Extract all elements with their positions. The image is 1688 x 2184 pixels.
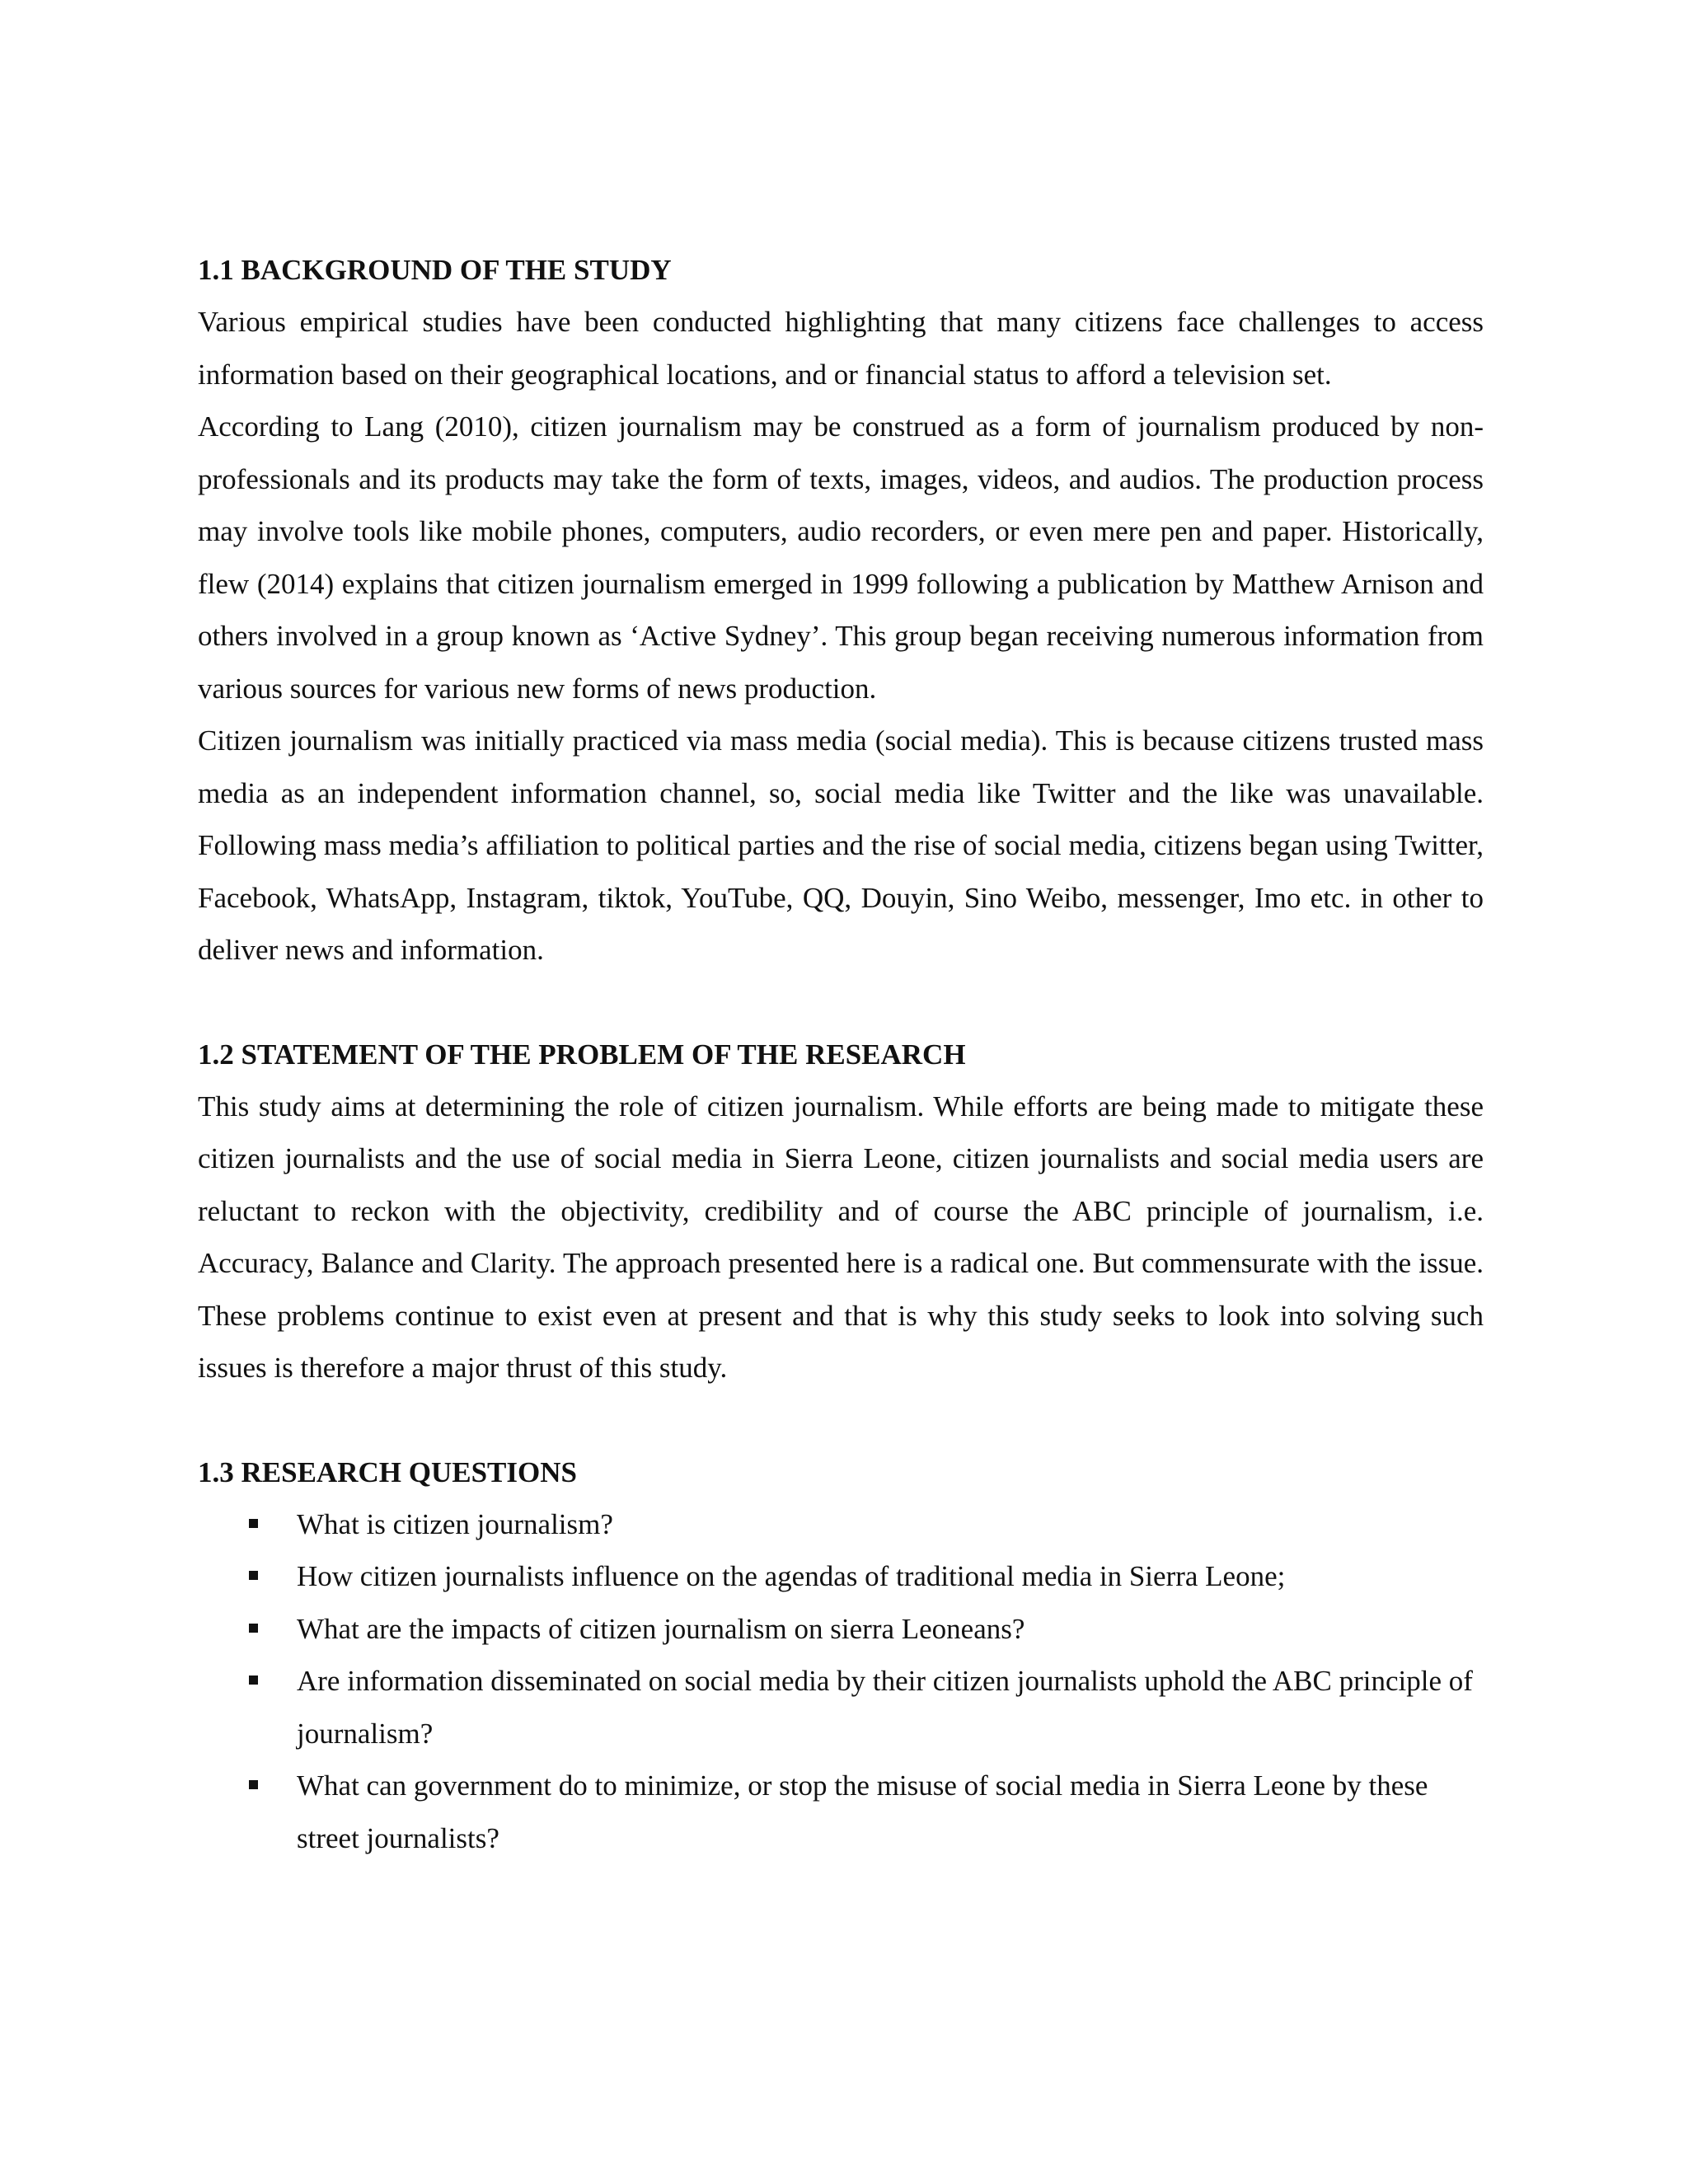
- section-research-questions: [198, 1446, 1484, 1865]
- section-gap: [198, 1394, 1484, 1446]
- paragraph: This study aims at determining the role of citizen journalism. While efforts are being made to mitigate these citizen journalists and the use of social media in Sierra Leone, citizen journalists and social media users are reluctant to reckon with the objectivity, credibility and of course the ABC principle of journalism, i.e. Accuracy, Balance and Clarity. The approach presented here is a radical one. But commensurate with the issue. These problems continue to exist even at present and that is why this study seeks to look into solving such issues is therefore a major thrust of this study.: [198, 1090, 1484, 1384]
- section-heading: 1.2 STATEMENT OF THE PROBLEM OF THE RESEARCH: [198, 1038, 966, 1071]
- square-bullet-icon: [249, 1780, 258, 1789]
- list-item: [198, 1498, 1484, 1551]
- square-bullet-icon: [249, 1571, 258, 1580]
- paragraph: Citizen journalism was initially practiced via mass media (social media). This is because citizens trusted mass media as an independent information channel, so, social media like Twitter and the like was unavailable. Following mass media’s affiliation to political parties and the rise of social media, citizens began using Twitter, Facebook, WhatsApp, Instagram, tiktok, YouTube, QQ, Douyin, Sino Weibo, messenger, Imo etc. in other to deliver news and information.: [198, 724, 1484, 966]
- list-item-text: What is citizen journalism?: [297, 1507, 613, 1540]
- list-item: [198, 1603, 1484, 1656]
- section-heading: 1.1 BACKGROUND OF THE STUDY: [198, 254, 672, 286]
- list-item: [198, 1760, 1484, 1864]
- section-background: [198, 244, 1484, 977]
- research-questions-list: [198, 1498, 1484, 1865]
- square-bullet-icon: [249, 1519, 258, 1528]
- paragraph: According to Lang (2010), citizen journalism may be construed as a form of journalism produced by non-professionals and its products may take the form of texts, images, videos, and audios. The production process may involve tools like mobile phones, computers, audio recorders, or even mere pen and paper. Historically, flew (2014) explains that citizen journalism emerged in 1999 following a publication by Matthew Arnison and others involved in a group known as ‘Active Sydney’. This group began receiving numerous information from various sources for various new forms of news production.: [198, 410, 1484, 705]
- section-gap: [198, 977, 1484, 1029]
- list-item: [198, 1655, 1484, 1760]
- list-item: [198, 1550, 1484, 1603]
- list-item-text: Are information disseminated on social media by their citizen journalists uphold the ABC principle of journalism?: [297, 1665, 1473, 1750]
- list-item-text: What are the impacts of citizen journalism on sierra Leoneans?: [297, 1612, 1025, 1645]
- section-problem-statement: [198, 1029, 1484, 1394]
- document-page: [198, 244, 1484, 1864]
- section-heading: 1.3 RESEARCH QUESTIONS: [198, 1455, 577, 1488]
- square-bullet-icon: [249, 1624, 258, 1633]
- list-item-text: What can government do to minimize, or stop the misuse of social media in Sierra Leone by these street journalists?: [297, 1769, 1428, 1854]
- list-item-text: How citizen journalists influence on the agendas of traditional media in Sierra Leone;: [297, 1560, 1286, 1592]
- square-bullet-icon: [249, 1675, 258, 1685]
- paragraph: Various empirical studies have been conducted highlighting that many citizens face challenges to access information based on their geographical locations, and or financial status to afford a television set.: [198, 306, 1484, 391]
